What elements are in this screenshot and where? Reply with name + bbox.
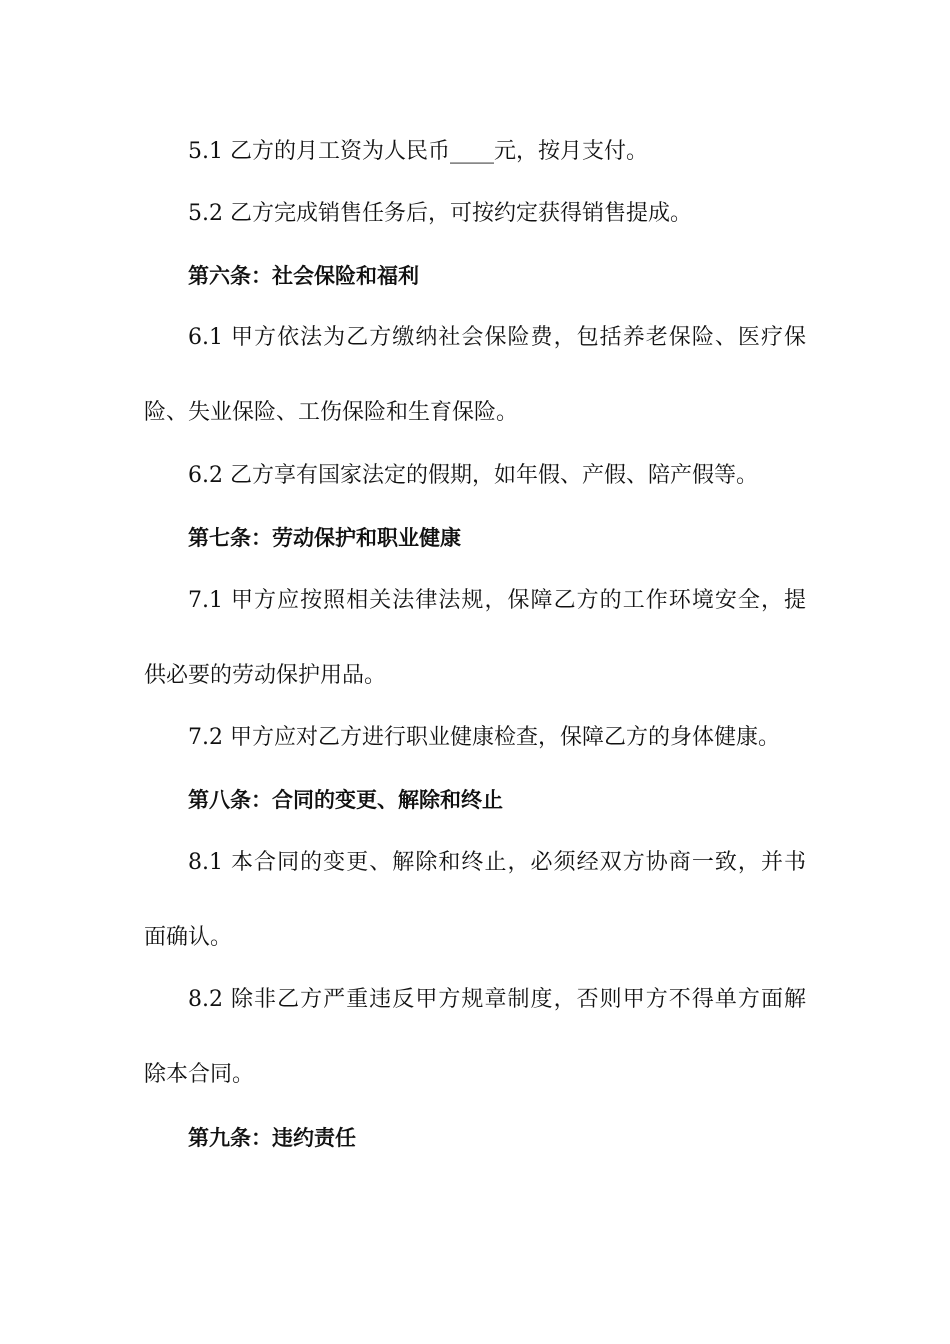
clause-6-1-line-2: 险、失业保险、工伤保险和生育保险。 [144,400,519,425]
clause-8-1-line-1: 8.1 本合同的变更、解除和终止，必须经双方协商一致，并书 [188,850,806,875]
article-8-heading: 第八条：合同的变更、解除和终止 [188,788,503,812]
clause-5-1: 5.1 乙方的月工资为人民币____元，按月支付。 [188,139,648,164]
clause-7-1-line-1: 7.1 甲方应按照相关法律法规，保障乙方的工作环境安全，提 [188,588,806,613]
article-9-heading: 第九条：违约责任 [188,1126,356,1150]
clause-8-2-line-2: 除本合同。 [144,1062,255,1087]
clause-7-1-line-2: 供必要的劳动保护用品。 [144,663,387,688]
clause-8-2-line-1: 8.2 除非乙方严重违反甲方规章制度，否则甲方不得单方面解 [188,987,806,1012]
clause-6-2: 6.2 乙方享有国家法定的假期，如年假、产假、陪产假等。 [188,463,758,488]
clause-7-2: 7.2 甲方应对乙方进行职业健康检查，保障乙方的身体健康。 [188,725,780,750]
article-7-heading: 第七条：劳动保护和职业健康 [188,526,461,550]
clause-8-1-line-2: 面确认。 [144,925,233,950]
clause-5-2: 5.2 乙方完成销售任务后，可按约定获得销售提成。 [188,201,692,226]
clause-6-1-line-1: 6.1 甲方依法为乙方缴纳社会保险费，包括养老保险、医疗保 [188,325,806,350]
article-6-heading: 第六条：社会保险和福利 [188,264,419,288]
